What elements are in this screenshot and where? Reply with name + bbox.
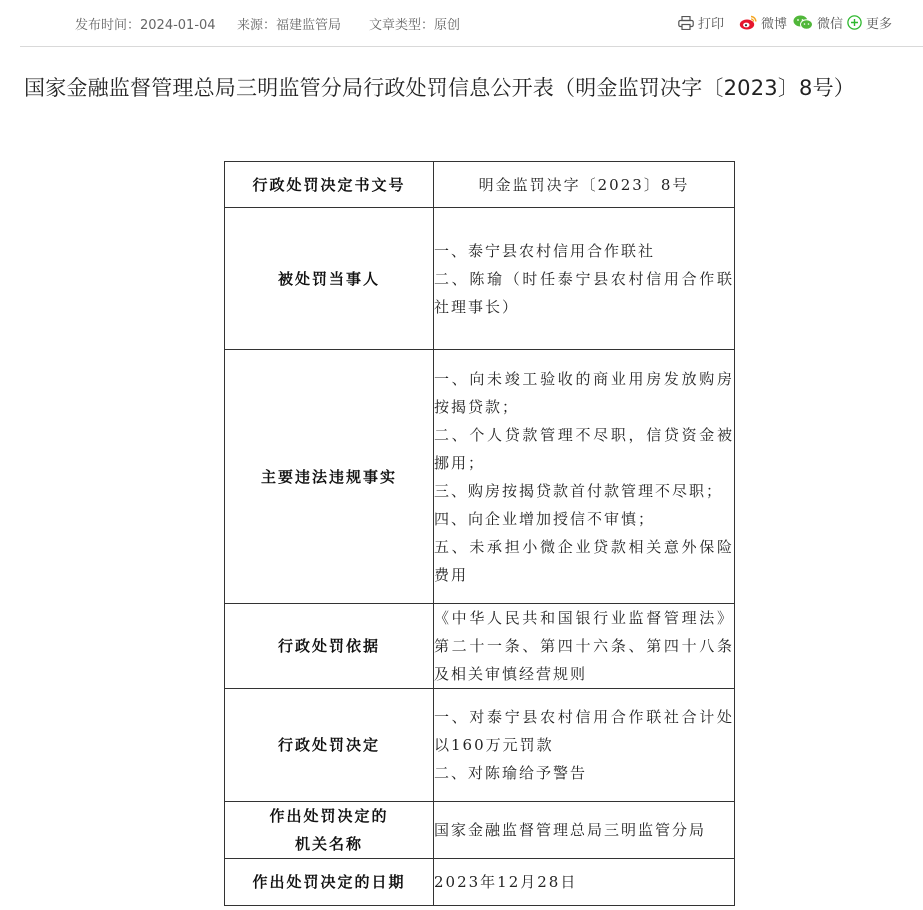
row-value-line: 国家金融监督管理总局三明监管分局 <box>434 821 707 839</box>
article-title: 国家金融监督管理总局三明监管分局行政处罚信息公开表（明金监罚决字〔2023〕8号） <box>24 76 856 100</box>
print-button[interactable] <box>678 13 724 32</box>
row-value <box>434 689 735 802</box>
table-row <box>225 859 735 906</box>
row-key-line: 作出处罚决定的 <box>269 807 389 825</box>
table-row <box>225 162 735 208</box>
weibo-label: 微博 <box>761 17 788 32</box>
wechat-label: 微信 <box>817 17 844 32</box>
wechat-icon <box>793 15 813 30</box>
penalty-info-table <box>224 161 735 906</box>
row-value-line: 三、购房按揭贷款首付款管理不尽职； <box>434 481 724 500</box>
article-type-value: 原创 <box>434 18 461 33</box>
table-row <box>225 689 735 802</box>
row-key-line: 机关名称 <box>294 835 363 853</box>
wechat-share-button[interactable] <box>793 13 843 32</box>
table-row <box>225 802 735 859</box>
row-key <box>225 802 434 859</box>
publish-time <box>75 14 216 33</box>
row-value-line: 二、对陈瑜给予警告 <box>434 764 588 782</box>
row-key: 作出处罚决定的日期 <box>225 859 434 906</box>
article-type <box>369 14 460 33</box>
print-label: 打印 <box>698 17 725 32</box>
row-value-line: 五、未承担小微企业贷款相关意外保险费用 <box>434 537 734 584</box>
row-value-line: 一、对泰宁县农村信用合作联社合计处以160万元罚款 <box>434 708 734 754</box>
source <box>237 14 341 33</box>
row-value-line: 2023年12月28日 <box>434 873 578 891</box>
article-meta-bar <box>0 0 923 46</box>
row-value <box>434 350 735 604</box>
weibo-share-button[interactable] <box>739 13 787 32</box>
source-label: 来源： <box>237 18 277 33</box>
printer-icon <box>678 16 694 30</box>
header-divider <box>20 46 923 47</box>
more-share-button[interactable] <box>847 13 892 32</box>
row-value <box>434 162 735 208</box>
article-type-label: 文章类型： <box>369 18 435 33</box>
weibo-icon <box>739 15 757 30</box>
publish-time-label: 发布时间： <box>75 18 141 33</box>
row-key: 行政处罚决定 <box>225 689 434 802</box>
row-value-line: 一、泰宁县农村信用合作联社 <box>434 241 656 260</box>
table-row <box>225 350 735 604</box>
more-label: 更多 <box>866 17 893 32</box>
table-row <box>225 208 735 350</box>
row-value-line: 明金监罚决字〔2023〕8号 <box>478 175 690 194</box>
row-value-line: 四、向企业增加授信不审慎； <box>434 509 656 528</box>
row-value-line: 二、陈瑜（时任泰宁县农村信用合作联社理事长） <box>434 269 734 316</box>
publish-time-value: 2024-01-04 <box>140 18 216 33</box>
row-key: 行政处罚依据 <box>225 604 434 689</box>
row-value <box>434 802 735 859</box>
row-value <box>434 859 735 906</box>
row-key: 行政处罚决定书文号 <box>225 162 434 208</box>
row-key: 被处罚当事人 <box>225 208 434 350</box>
row-value <box>434 208 735 350</box>
row-value-line: 《中华人民共和国银行业监督管理法》第二十一条、第四十六条、第四十八条及相关审慎经营规则 <box>434 609 734 683</box>
row-value-line: 一、向未竣工验收的商业用房发放购房按揭贷款； <box>434 369 734 416</box>
row-key: 主要违法违规事实 <box>225 350 434 604</box>
row-value-line: 二、个人贷款管理不尽职，信贷资金被挪用； <box>434 425 734 472</box>
plus-circle-icon <box>847 15 862 30</box>
source-value: 福建监管局 <box>276 18 342 33</box>
row-value <box>434 604 735 689</box>
table-row <box>225 604 735 689</box>
